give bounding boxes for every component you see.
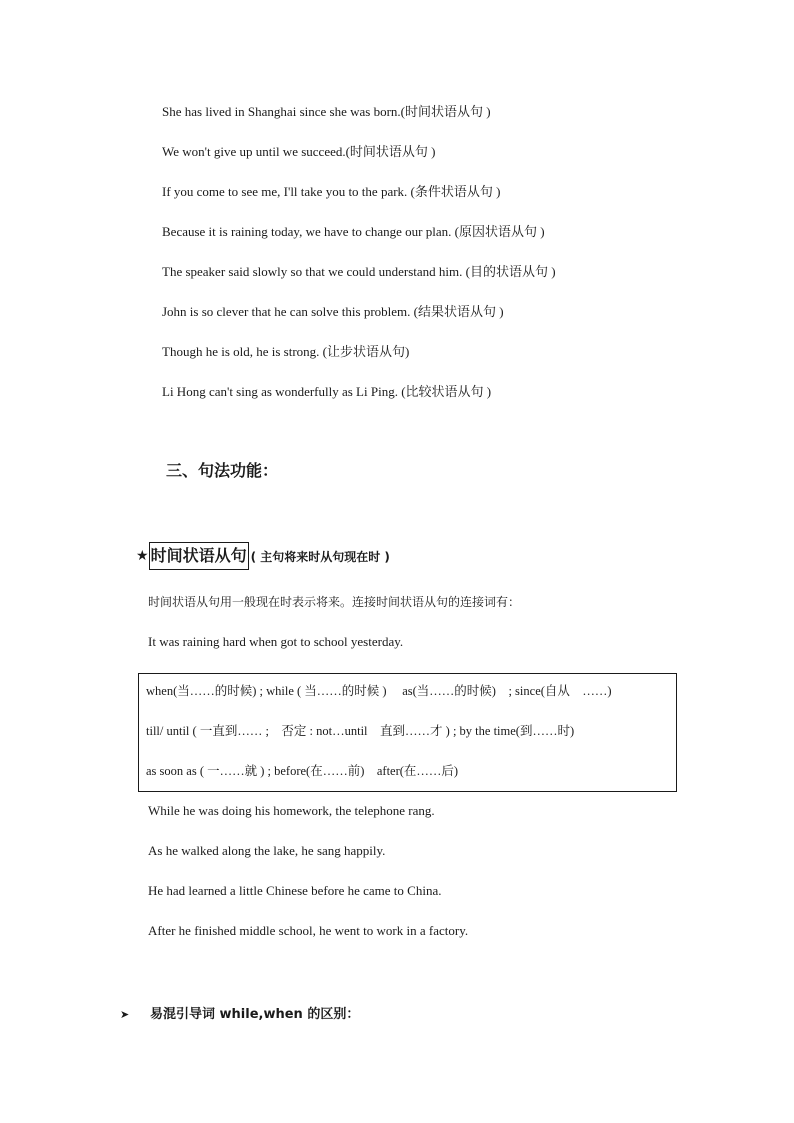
time-clause-sample: It was raining hard when got to school yesterday. <box>148 634 404 649</box>
conjunction-line: till/ until ( 一直到…… ; 否定 : not…until 直到……才 ) ; by the time(到……时) <box>146 724 575 738</box>
conjunction-line: as soon as ( 一……就 ) ; before(在……前) after(在……后) <box>146 764 459 778</box>
example-sentence: Because it is raining today, we have to change our plan. (原因状语从句 ) <box>162 224 545 239</box>
time-clause-title-row <box>136 542 390 572</box>
section-heading: 三、句法功能： <box>166 461 279 480</box>
example-sentence: The speaker said slowly so that we could understand him. (目的状语从句 ) <box>162 264 556 279</box>
example-sentence: As he walked along the lake, he sang happily. <box>148 843 386 858</box>
time-clause-title-note: ( 主句将来时从句现在时 ) <box>250 549 390 564</box>
example-sentence: Li Hong can't sing as wonderfully as Li Ping. (比较状语从句 ) <box>162 384 492 399</box>
bullet-heading <box>120 1003 359 1022</box>
bullet-heading-text: 易混引导词 while,when 的区别： <box>150 1007 360 1022</box>
time-clause-title: 时间状语从句 <box>149 542 249 570</box>
time-clause-intro: 时间状语从句用一般现在时表示将来。连接时间状语从句的连接词有： <box>148 595 521 609</box>
example-sentence: John is so clever that he can solve this problem. (结果状语从句 ) <box>162 304 504 319</box>
arrow-right-icon: ➤ <box>120 1008 130 1021</box>
example-sentence: He had learned a little Chinese before he came to China. <box>148 883 442 898</box>
example-sentence: If you come to see me, I'll take you to the park. (条件状语从句 ) <box>162 184 501 199</box>
example-sentence: After he finished middle school, he went to work in a factory. <box>148 923 469 938</box>
example-sentence: We won't give up until we succeed.(时间状语从句 ) <box>162 144 436 159</box>
conjunction-box <box>138 673 677 792</box>
example-sentence: Though he is old, he is strong. (让步状语从句) <box>162 344 410 359</box>
star-icon: ★ <box>136 548 149 564</box>
conjunction-line: when(当……的时候) ; while ( 当……的时候 ) as(当……的时候) ; since(自从 ……) <box>146 684 612 698</box>
example-sentence: She has lived in Shanghai since she was born.(时间状语从句 ) <box>162 104 491 119</box>
example-sentence: While he was doing his homework, the telephone rang. <box>148 803 435 818</box>
